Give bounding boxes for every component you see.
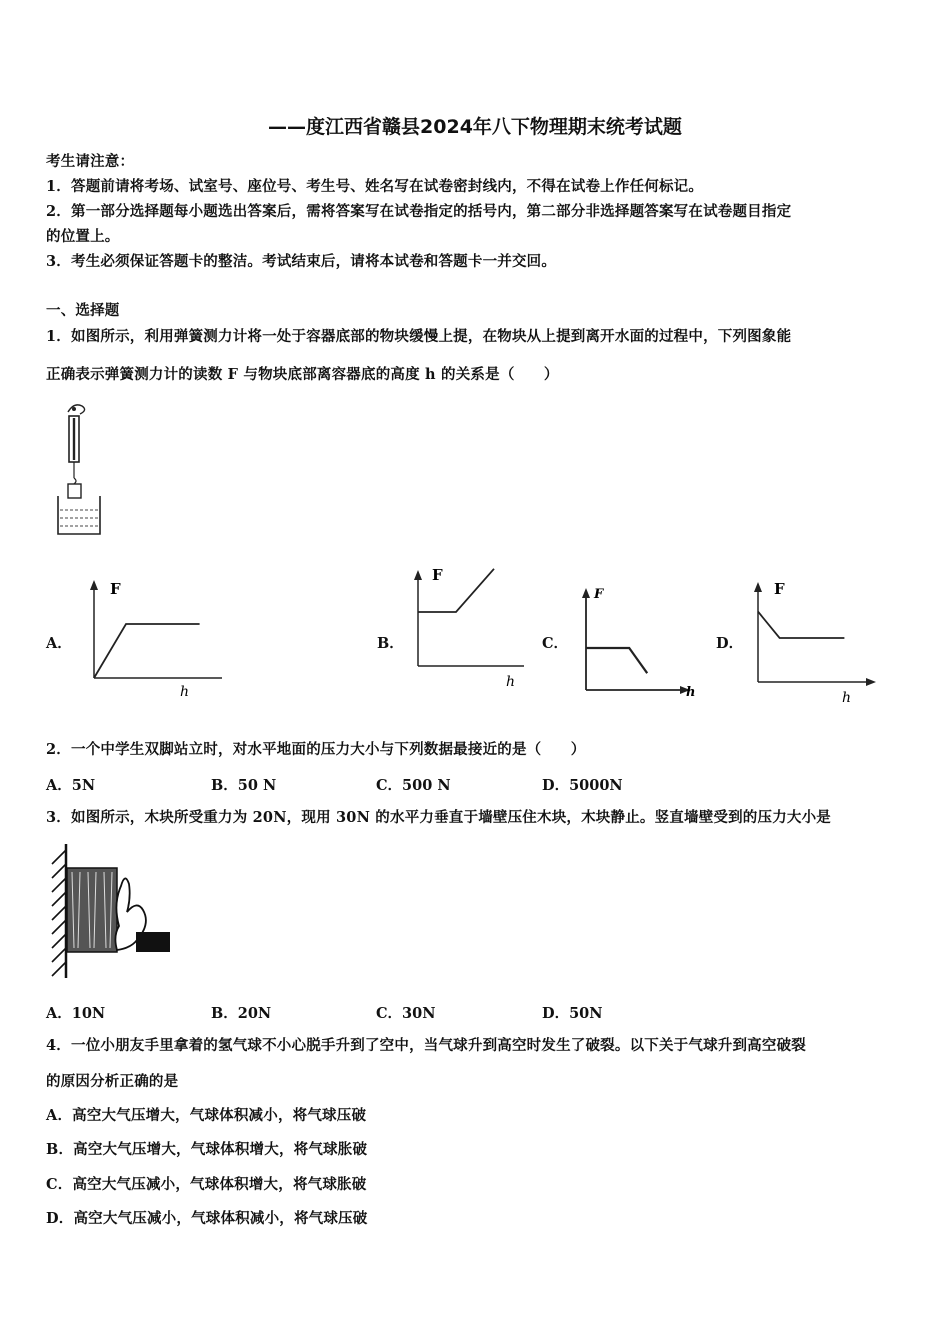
notice-item: 3．考生必须保证答题卡的整洁。考试结束后，请将本试卷和答题卡一并交回。 [46, 253, 557, 270]
q3-option-c: C．30N [376, 1005, 436, 1022]
graph-c-curve [586, 648, 647, 673]
q2-option-b: B．50 N [211, 777, 277, 794]
q2-option-d: D．5000N [542, 777, 623, 794]
graph-d [744, 578, 884, 708]
q3-option-a: A．10N [46, 1005, 106, 1022]
q1-option-a: A． [46, 635, 72, 652]
graph-a-curve [94, 624, 200, 678]
wall-block-figure [44, 842, 174, 982]
notice-item: 的位置上。 [46, 228, 120, 245]
notice-item: 1．答题前请将考场、试室号、座位号、考生号、姓名写在试卷密封线内，不得在试卷上作任何标记。 [46, 178, 704, 195]
notice-item: 2．第一部分选择题每小题选出答案后，需将答案写在试卷指定的括号内，第二部分非选择题答案写在试卷题目指定 [46, 203, 792, 220]
q3-stem: 3．如图所示，木块所受重力为 20N，现用 30N 的水平力垂直于墙壁压住木块，木块静止。竖直墙壁受到的压力大小是 [46, 809, 831, 826]
q4-stem-line1: 4．一位小朋友手里拿着的氢气球不小心脱手升到了空中，当气球升到高空时发生了破裂。以下关于气球升到高空破裂 [46, 1037, 806, 1054]
section-heading: 一、选择题 [46, 302, 120, 319]
q4-option-b: B．高空大气压增大，气球体积增大，将气球胀破 [46, 1141, 368, 1158]
q1-stem-line1: 1．如图所示，利用弹簧测力计将一处于容器底部的物块缓慢上提，在物块从上提到离开水面的过程中，下列图象能 [46, 328, 792, 345]
graph-d-xlabel: h [842, 690, 852, 706]
graph-a-ylabel: F [110, 580, 121, 598]
q3-option-d: D．50N [542, 1005, 603, 1022]
graph-b-xlabel: h [506, 674, 516, 690]
q1-option-d: D． [716, 635, 744, 652]
q4-option-a: A．高空大气压增大，气球体积减小，将气球压破 [46, 1107, 367, 1124]
q3-option-b: B．20N [211, 1005, 272, 1022]
q4-option-d: D．高空大气压减小，气球体积减小，将气球压破 [46, 1210, 368, 1227]
q1-stem-line2: 正确表示弹簧测力计的读数 F 与物块底部离容器底的高度 h 的关系是（ ） [46, 366, 559, 383]
q1-option-c: C． [542, 635, 569, 652]
graph-c-ylabel: F [594, 587, 604, 602]
graph-c [570, 582, 700, 702]
page-title: ——度江西省赣县2024年八下物理期末统考试题 [268, 116, 682, 138]
graph-c-xlabel: h [686, 685, 696, 700]
q4-option-c: C．高空大气压减小，气球体积增大，将气球胀破 [46, 1176, 367, 1193]
graph-b [404, 566, 544, 696]
q2-option-a: A．5N [46, 777, 96, 794]
graph-d-ylabel: F [774, 580, 785, 598]
graph-b-curve [418, 569, 494, 612]
graph-d-curve [758, 612, 844, 638]
graph-a-xlabel: h [180, 684, 190, 700]
q4-stem-line2: 的原因分析正确的是 [46, 1073, 179, 1090]
graph-a [80, 578, 230, 698]
notice-heading: 考生请注意： [46, 153, 135, 170]
q1-option-b: B． [377, 635, 404, 652]
graph-b-ylabel: F [432, 566, 443, 584]
q2-option-c: C．500 N [376, 777, 451, 794]
q2-stem: 2．一个中学生双脚站立时，对水平地面的压力大小与下列数据最接近的是（ ） [46, 741, 586, 758]
spring-scale-figure [50, 400, 110, 540]
